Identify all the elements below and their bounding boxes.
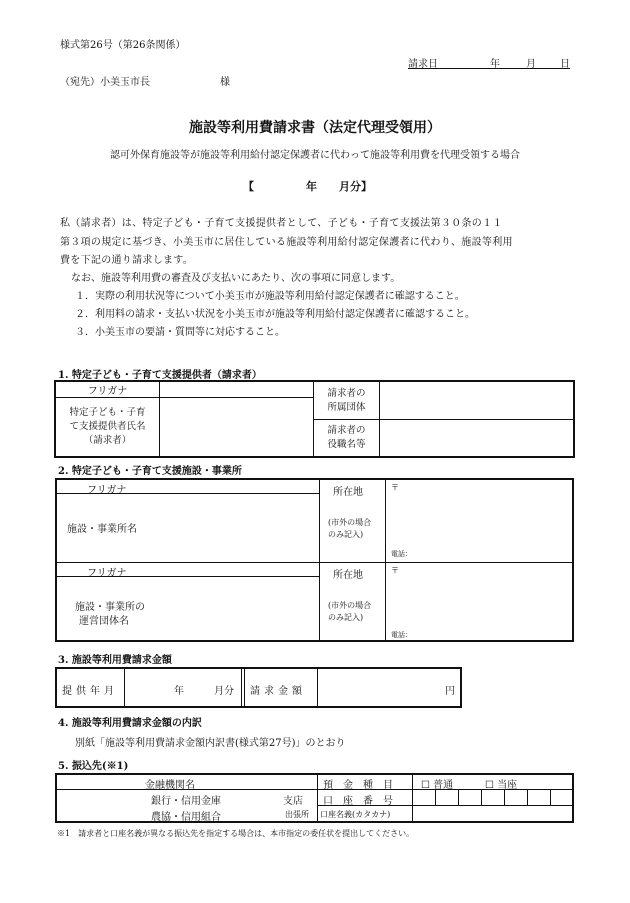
body-line-2: 第３項の規定に基づき、小美玉市に居住している施設等利用給付認定保護者に代わり、施設等利用 [60,237,513,248]
facility-name-label: 施設・事業所名 [67,524,137,535]
location-note-2b: のみ記入) [328,613,364,622]
amount-box [55,667,462,708]
body-line-4: なお、施設等利用費の審査及び支払いにあたり、次の事項に同意します。 [71,273,401,284]
title-input[interactable] [380,420,574,457]
operator-label-1: 施設・事業所の [75,602,145,613]
provider-name-input[interactable] [160,398,314,457]
amount-label: 請求金額 [250,686,306,697]
provider-name-label-1: 特定子ども・子育 [69,407,146,418]
account-holder-input[interactable] [413,806,572,821]
account-type-label: 預 金 種 目 [323,780,393,791]
postal-mark-2: 〒 [391,566,399,575]
org-label [314,382,380,420]
page-subtitle: 認可外保育施設等が施設等利用給付認定保護者に代わって施設等利用費を代理受領する場合 [110,150,520,161]
request-date-label: 請求日 [408,59,438,70]
bank-box [55,773,574,823]
location-input-2[interactable] [387,563,572,640]
consent-item-2: ２．利用料の請求・支払い状況を小美玉市が施設等利用給付認定保護者に確認すること。 [75,309,475,320]
location-input-1[interactable] [387,480,572,562]
body-line-3: 費を下記の通り請求します。 [60,255,194,266]
amount-input[interactable] [319,669,460,706]
provider-table [55,381,574,457]
location-label-2: 所在地 [333,570,363,581]
provider-name-label-2: て支援提供者氏名 [69,421,146,432]
org-input[interactable] [380,382,574,420]
org-label-2: 所属団体 [327,401,366,413]
title-label-1: 請求者の [327,425,366,436]
period-month: 月分】 [339,180,372,193]
section2-heading: 2. 特定子ども・子育て支援施設・事業所 [58,466,242,477]
section1-heading: 1. 特定子ども・子育て支援提供者（請求者） [58,370,262,381]
request-date-day: 日 [560,59,570,70]
body-line-1: 私（請求者）は、特定子ども・子育て支援提供者として、子ども・子育て支援法第３０条の１１ [60,218,503,229]
checkbox-ordinary[interactable]: ☐ 普通 [421,780,454,791]
form-number: 様式第26号（第26条関係） [60,40,186,51]
page-title: 施設等利用費請求書（法定代理受領用） [189,120,441,136]
org-label-1: 請求者の [327,387,366,399]
phone-label-2: 電話： [391,631,412,639]
facility-furigana-label: フリガナ [87,485,127,496]
postal-mark-1: 〒 [391,483,399,492]
period-year: 年 [306,180,317,193]
coop-types-label: 農協・信用組合 [151,812,221,823]
institution-label: 金融機関名 [145,780,195,791]
branch-label: 支店 [283,796,303,807]
section3-heading: 3. 施設等利用費請求金額 [58,655,172,666]
account-number-label: 口 座 番 号 [323,796,393,807]
operator-label-2: 運営団体名 [79,616,129,627]
section4-heading: 4. 施設等利用費請求金額の内訳 [58,718,202,729]
provider-furigana-input[interactable] [160,382,314,398]
account-number-input[interactable] [413,790,572,805]
request-date-month: 月 [526,59,536,70]
yen-label: 円 [445,686,455,697]
location-note-1a: (市外の場合 [328,518,372,527]
bank-types-label: 銀行・信用金庫 [151,796,221,807]
location-label-1: 所在地 [333,487,363,498]
title-label-2: 役職名等 [327,439,366,450]
amount-month: 月分 [214,686,234,697]
month-label: 提供年月 [62,686,118,697]
operator-furigana-label: フリガナ [87,568,127,579]
title-label [314,420,380,457]
phone-label-1: 電話： [391,550,412,558]
provider-name-label-3: （請求者） [83,435,132,446]
request-date [408,56,570,69]
branch-office-label: 出張所 [285,810,309,819]
location-note-1b: のみ記入) [328,530,364,539]
footnote: ※1 請求者と口座名義が異なる振込先を指定する場合は、本市指定の委任状を提出してください。 [57,829,415,838]
request-date-year: 年 [490,59,500,70]
period-open: 【 [243,180,254,193]
provider-name-label [56,398,160,457]
checkbox-current[interactable]: ☐ 当座 [485,780,518,791]
provider-furigana-label: フリガナ [56,382,160,398]
consent-item-3: ３．小美玉市の要請・質問等に対応すること。 [75,327,285,338]
amount-year: 年 [174,686,184,697]
addressee-label: （宛先）小美玉市長 [60,77,150,88]
addressee-honorific: 様 [220,77,230,88]
consent-item-1: １．実際の利用状況等について小美玉市が施設等利用給付認定保護者に確認すること。 [75,291,465,302]
breakdown-text: 別紙「施設等利用費請求金額内訳書(様式第27号)」のとおり [75,738,346,749]
account-holder-label: 口座名義(カタカナ) [320,810,391,819]
facility-box [55,478,574,642]
location-note-2a: (市外の場合 [328,601,372,610]
section5-heading: 5. 振込先(※1) [58,761,129,772]
